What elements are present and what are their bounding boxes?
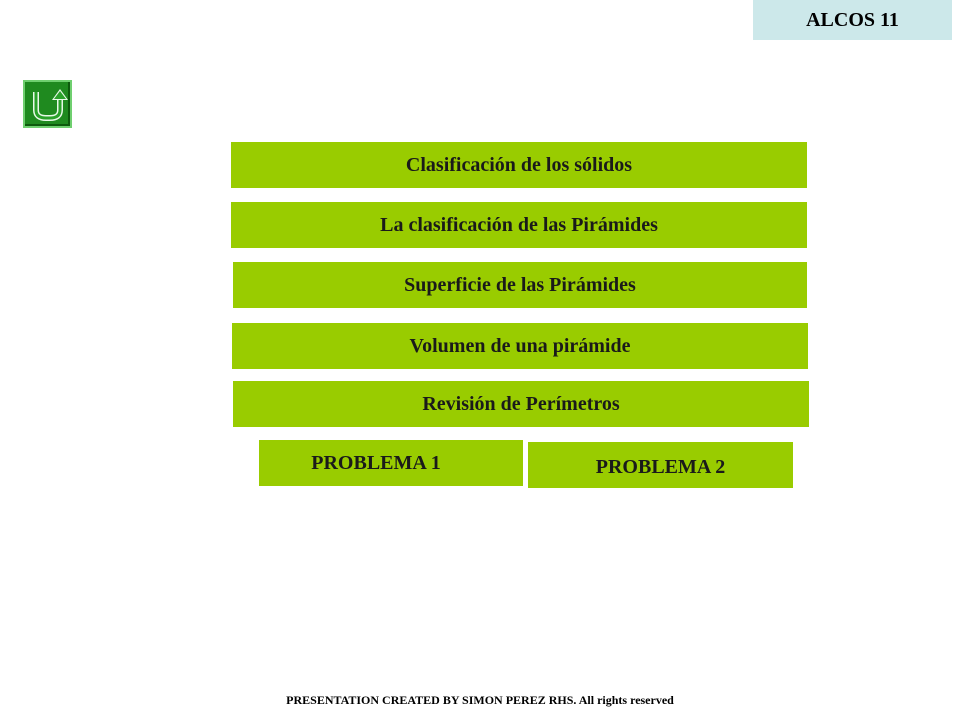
menu-button-volumen-piramide[interactable]: Volumen de una pirámide (232, 323, 808, 369)
menu-button-clasificacion-solidos[interactable]: Clasificación de los sólidos (231, 142, 807, 188)
u-turn-back-icon (28, 84, 68, 124)
problema-2-button[interactable]: PROBLEMA 2 (528, 442, 793, 488)
menu-button-revision-perimetros[interactable]: Revisión de Perímetros (233, 381, 809, 427)
back-button[interactable] (23, 80, 72, 128)
menu-button-clasificacion-piramides[interactable]: La clasificación de las Pirámides (231, 202, 807, 248)
alcos-badge: ALCOS 11 (753, 0, 952, 40)
problema-1-button[interactable]: PROBLEMA 1 (259, 440, 523, 486)
menu-button-superficie-piramides[interactable]: Superficie de las Pirámides (233, 262, 807, 308)
footer-credits: PRESENTATION CREATED BY SIMON PEREZ RHS. All rights reserved (286, 693, 674, 707)
